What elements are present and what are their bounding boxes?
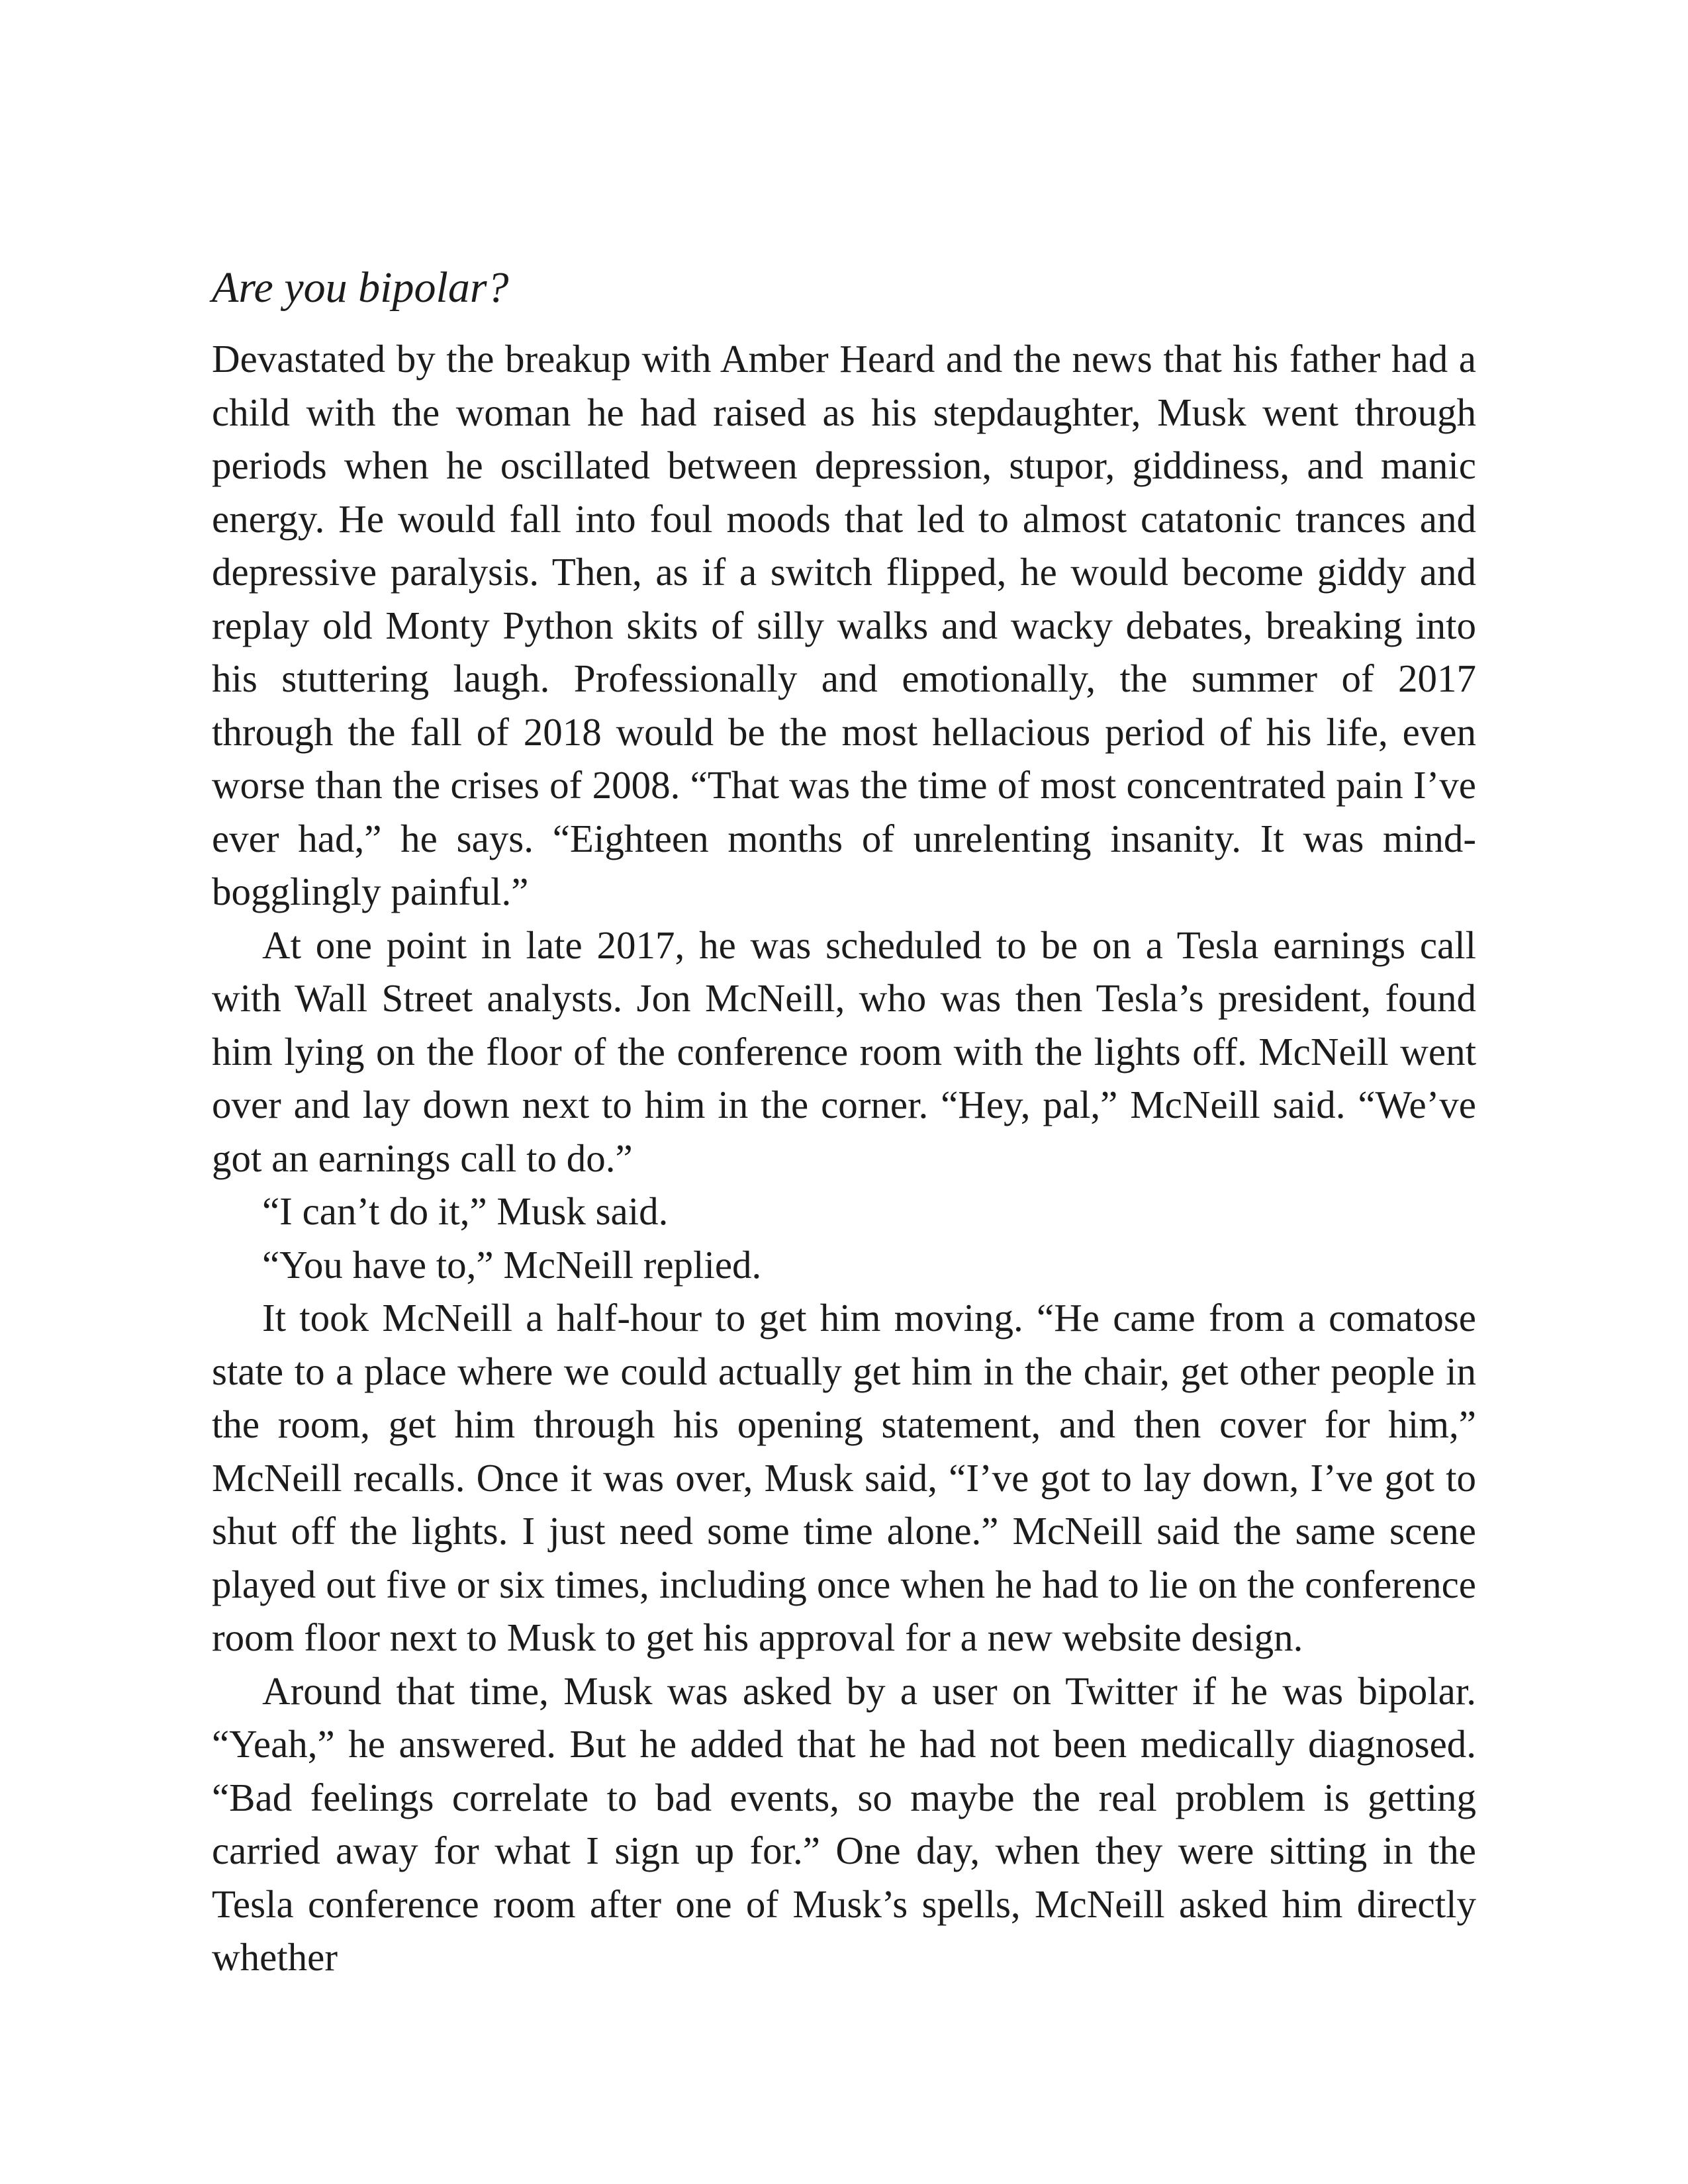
- paragraph-2: At one point in late 2017, he was scheduled to be on a Tesla earnings call with Wall Street analysts. Jon McNeill, who was then Tesla’s president, found him lying on the floor of the conference room with the lights off. McNeill went over and lay down next to him in the corner. “Hey, pal,” McNeill said. “We’ve got an earnings call to do.”: [212, 923, 1476, 1180]
- paragraph-3: “I can’t do it,” Musk said.: [262, 1189, 669, 1233]
- paragraph-4: “You have to,” McNeill replied.: [262, 1242, 762, 1287]
- paragraph-6: Around that time, Musk was asked by a user on Twitter if he was bipolar. “Yeah,” he answered. But he added that he had not been medically diagnosed. “Bad feelings correlate to bad events, so maybe the real problem is getting carried away for what I sign up for.” One day, when they were sitting in the Tesla conference room after one of Musk’s spells, McNeill asked him directly whether: [212, 1668, 1476, 1979]
- section-heading: Are you bipolar?: [212, 263, 509, 312]
- paragraph-5: It took McNeill a half-hour to get him moving. “He came from a comatose state to a place where we could actually get him in the chair, get other people in the room, get him through his opening statement, and then cover for him,” McNeill recalls. Once it was over, Musk said, “I’ve got to lay down, I’ve got to shut off the lights. I just need some time alone.” McNeill said the same scene played out five or six times, including once when he had to lie on the conference room floor next to Musk to get his approval for a new website design.: [212, 1296, 1476, 1659]
- paragraph-1: Devastated by the breakup with Amber Heard and the news that his father had a child with the woman he had raised as his stepdaughter, Musk went through periods when he oscillated between depression, stupor, giddiness, and manic energy. He would fall into foul moods that led to almost catatonic trances and depressive paralysis. Then, as if a switch flipped, he would become giddy and replay old Monty Python skits of silly walks and wacky debates, breaking into his stuttering laugh. Professionally and emotionally, the summer of 2017 through the fall of 2018 would be the most hellacious period of his life, even worse than the crises of 2008. “That was the time of most concentrated pain I’ve ever had,” he says. “Eighteen months of unrelenting insanity. It was mind-bogglingly painful.”: [212, 337, 1476, 913]
- page-content: [212, 258, 1476, 1984]
